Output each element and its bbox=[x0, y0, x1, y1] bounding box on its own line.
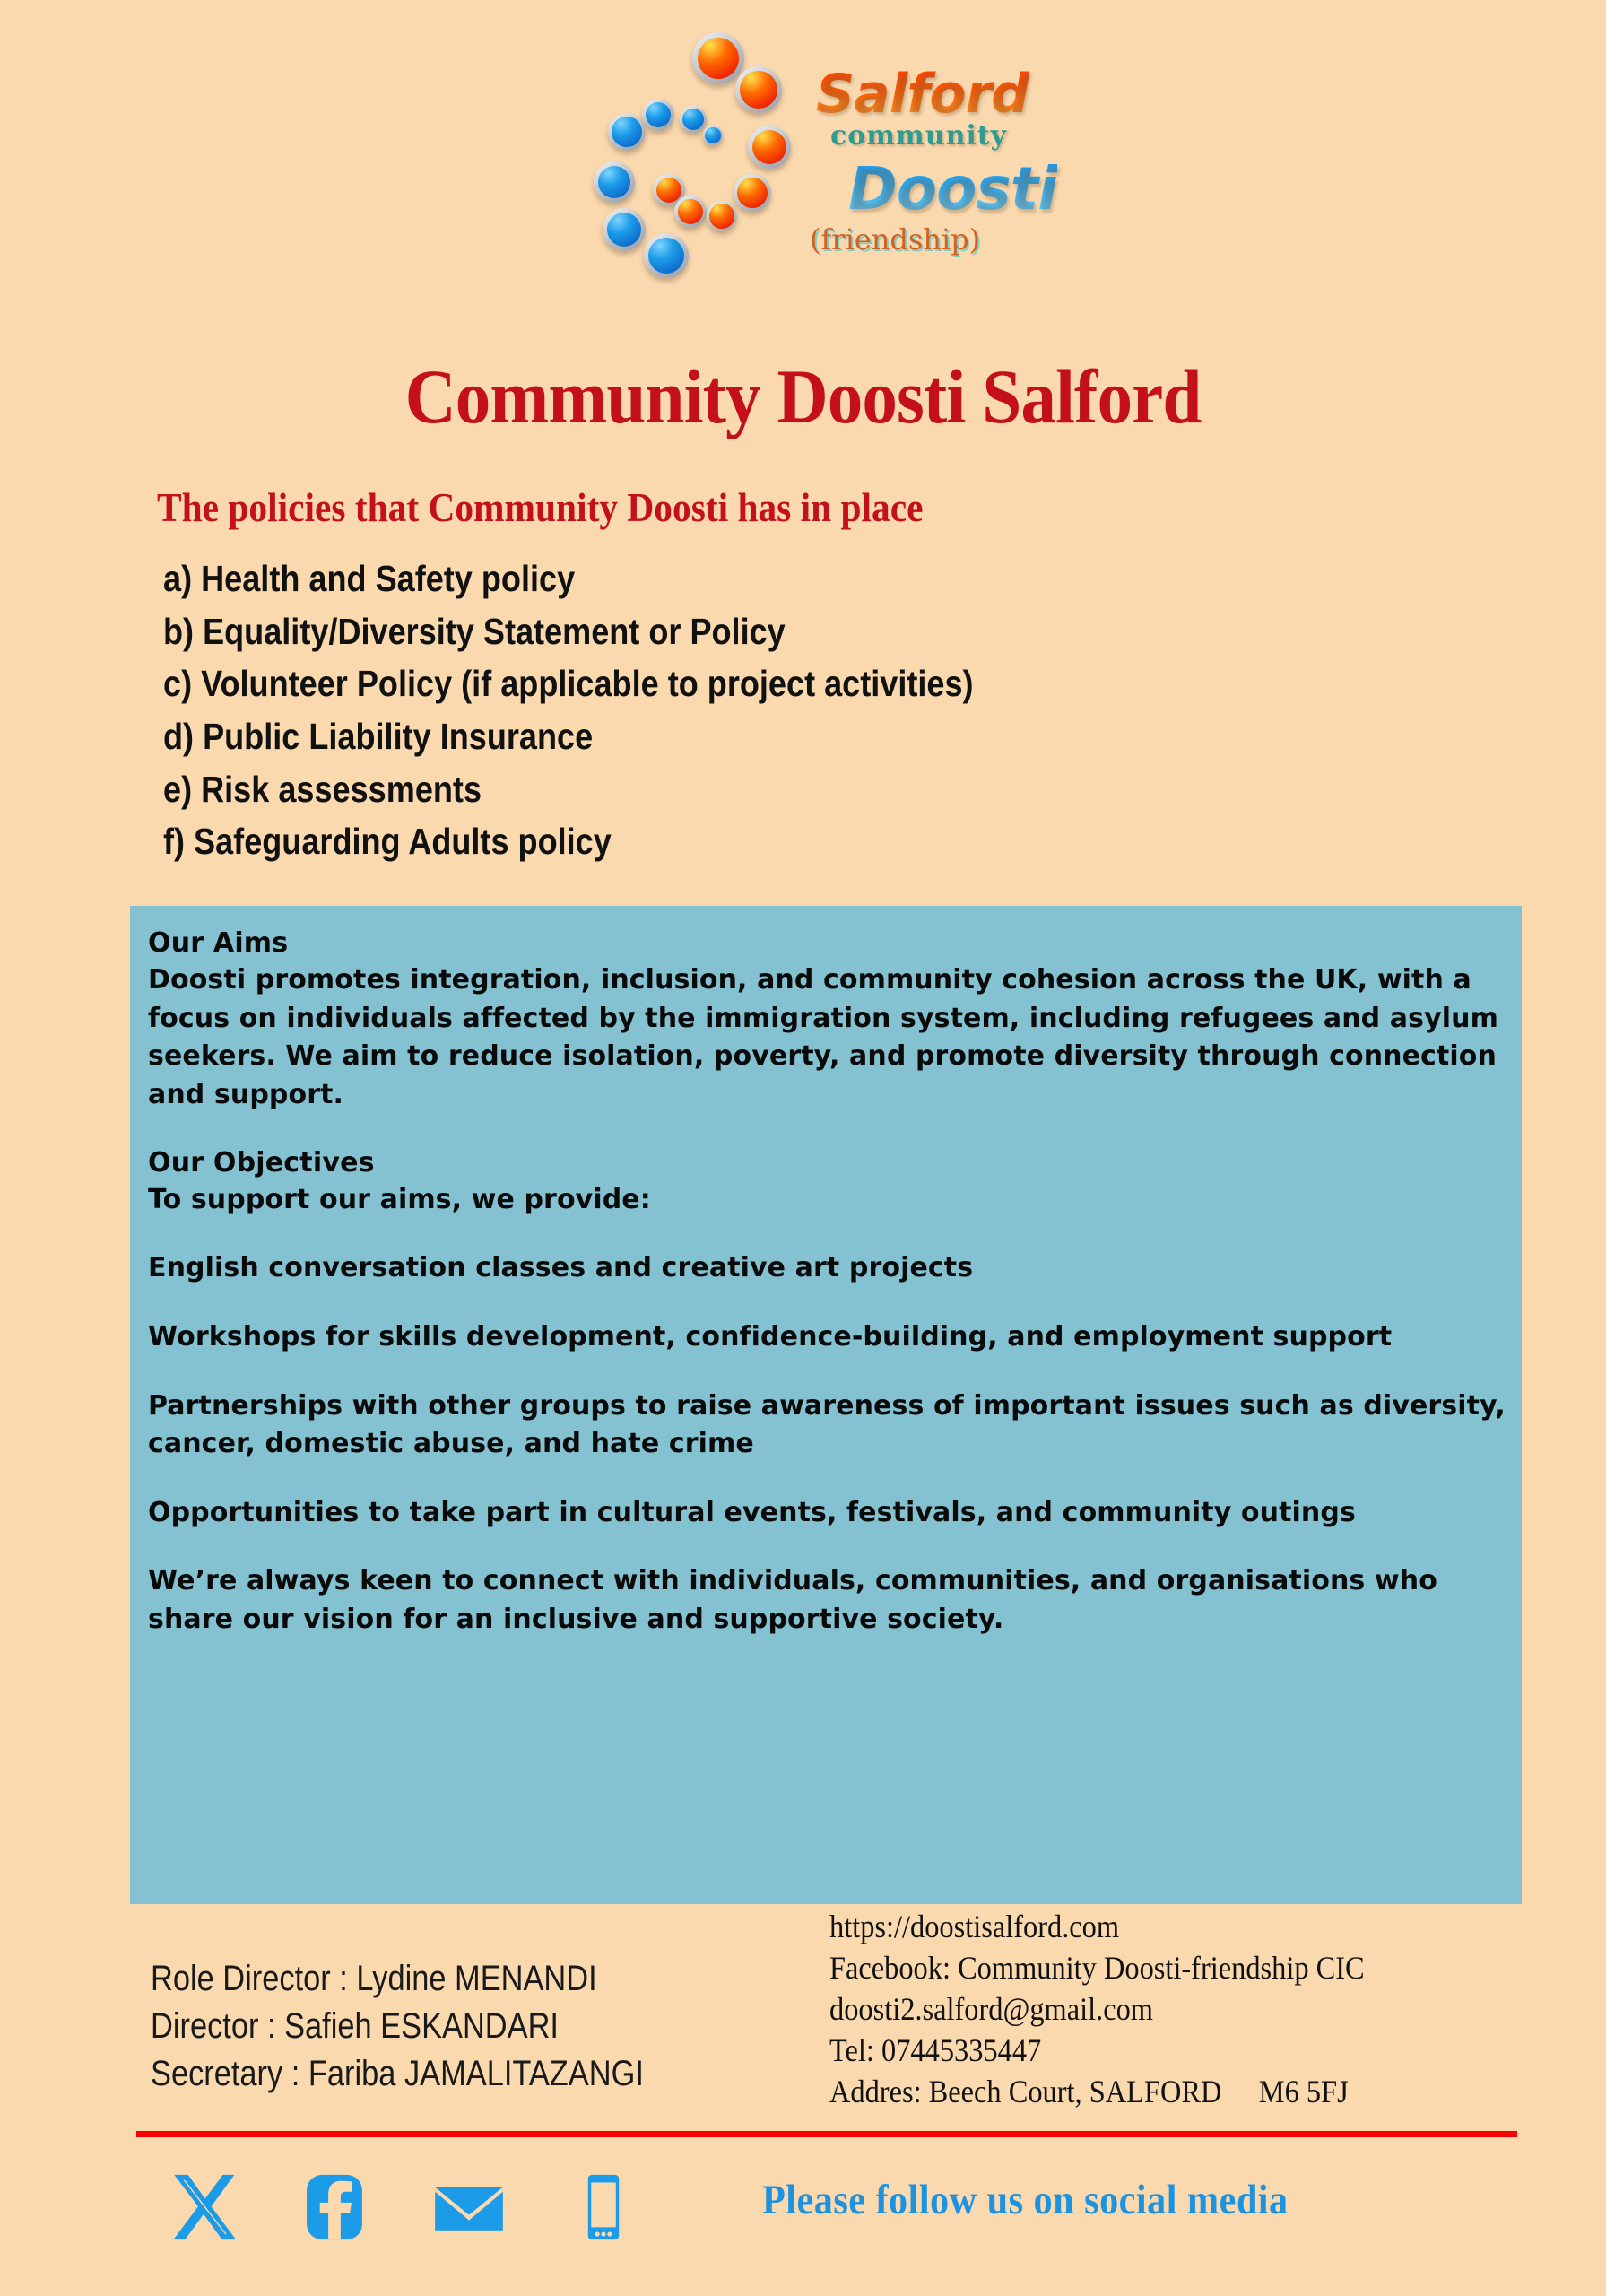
aims-body: Doosti promotes integration, inclusion, and community cohesion across the UK, with a focus on individuals affected by the immigration system, including refugees and asylum seekers. We aim to reduce isolation, poverty, and promote diversity through connection and support. bbox=[148, 964, 1498, 1110]
list-item: f) Safeguarding Adults policy bbox=[163, 821, 612, 863]
logo-bubble-blue bbox=[594, 161, 635, 203]
role-item: Role Director : Lydine MENANDI bbox=[151, 1959, 597, 1998]
logo-bubble-cluster bbox=[556, 25, 852, 321]
logo-bubble-blue bbox=[703, 126, 723, 145]
page-subtitle: The policies that Community Doosti has in place bbox=[157, 485, 924, 530]
logo-bubble-red bbox=[748, 126, 791, 169]
contact-website[interactable]: https://doostisalford.com bbox=[829, 1909, 1120, 1944]
logo-bubble-blue bbox=[608, 113, 646, 151]
objective-item: Opportunities to take part in cultural events, festivals, and community outings bbox=[148, 1496, 1356, 1528]
objectives-intro: To support our aims, we provide: bbox=[148, 1183, 651, 1215]
follow-us-text: Please follow us on social media bbox=[762, 2177, 1289, 2223]
policy-list bbox=[163, 552, 1329, 868]
list-item: c) Volunteer Policy (if applicable to project activities) bbox=[163, 663, 974, 705]
staff-roles-list bbox=[151, 1955, 796, 2097]
logo-word-community: community bbox=[830, 120, 1008, 152]
email-icon[interactable] bbox=[430, 2169, 508, 2246]
contact-details bbox=[829, 1906, 1547, 2112]
mobile-phone-icon[interactable] bbox=[565, 2169, 642, 2246]
x-twitter-icon[interactable] bbox=[165, 2169, 242, 2246]
logo-bubble-blue bbox=[680, 106, 707, 133]
address-postcode: M6 5FJ bbox=[1258, 2074, 1349, 2110]
logo-bubble-red bbox=[692, 32, 744, 84]
contact-facebook[interactable]: Facebook: Community Doosti-friendship CIC bbox=[829, 1950, 1365, 1987]
role-item: Secretary : Fariba JAMALITAZANGI bbox=[151, 2053, 644, 2093]
objective-item: Partnerships with other groups to raise awareness of important issues such as diversity, cancer, domestic abuse, and hate crime bbox=[148, 1389, 1506, 1460]
social-media-bar bbox=[161, 2160, 1542, 2267]
contact-address bbox=[829, 2071, 1475, 2112]
contact-telephone: Tel: 07445335447 bbox=[829, 2032, 1042, 2069]
logo-bubble-blue bbox=[644, 233, 689, 278]
aims-heading: Our Aims bbox=[148, 927, 289, 959]
page-title: Community Doosti Salford bbox=[404, 353, 1202, 439]
logo-bubble-blue bbox=[603, 208, 646, 251]
list-item: a) Health and Safety policy bbox=[163, 558, 576, 599]
contact-email[interactable]: doosti2.salford@gmail.com bbox=[829, 1991, 1153, 2028]
organisation-logo bbox=[556, 25, 1058, 321]
closing-statement: We’re always keen to connect with individuals, communities, and organisations who share our vision for an inclusive and supportive society. bbox=[148, 1565, 1437, 1635]
logo-bubble-blue bbox=[642, 99, 674, 131]
logo-bubble-red bbox=[735, 66, 782, 113]
objectives-heading: Our Objectives bbox=[148, 1146, 375, 1178]
list-item: d) Public Liability Insurance bbox=[163, 715, 594, 757]
aims-objectives-panel bbox=[130, 906, 1522, 1904]
logo-word-friendship: (friendship) bbox=[809, 222, 981, 257]
list-item: e) Risk assessments bbox=[163, 768, 482, 810]
divider-rule bbox=[136, 2131, 1517, 2137]
facebook-icon[interactable] bbox=[296, 2169, 373, 2246]
address-street: Addres: Beech Court, SALFORD bbox=[829, 2074, 1222, 2110]
logo-bubble-red bbox=[674, 196, 707, 228]
objective-item: English conversation classes and creative art projects bbox=[148, 1252, 974, 1284]
role-item: Director : Safieh ESKANDARI bbox=[151, 2005, 559, 2046]
objective-item: Workshops for skills development, confidence-building, and employment support bbox=[148, 1320, 1393, 1352]
logo-word-salford: Salford bbox=[816, 63, 1029, 126]
logo-word-doosti: Doosti bbox=[848, 154, 1057, 223]
logo-bubble-red bbox=[734, 174, 771, 212]
list-item: b) Equality/Diversity Statement or Policy bbox=[163, 610, 786, 652]
